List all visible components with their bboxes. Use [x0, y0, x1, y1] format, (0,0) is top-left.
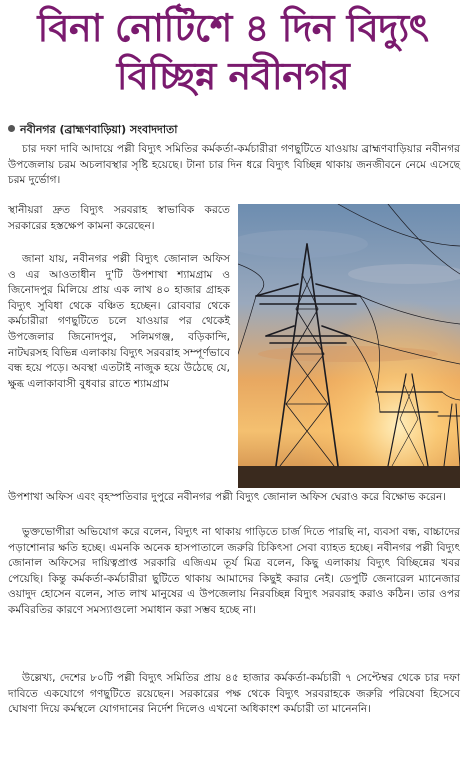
headline-line-2: বিচ্ছিন্ন নবীনগর — [116, 54, 350, 98]
bullet-icon — [8, 125, 15, 132]
paragraph-details: জানা যায়, নবীনগর পল্লী বিদ্যুৎ জোনাল অফিস ও এর আওতাধীন দু'টি উপশাখা শ্যামগ্রাম ও জিনোদপুর মিলিয়ে প্রায় এক লাখ ৪০ হাজার গ্রাহক বিদ্যুৎ সুবিধা থেকে বঞ্চিত হচ্ছেন। রোববার থেকে কর্মচারীরা গণছুটিতে চলে যাওয়ার পর থেকেই উপজেলার জিনোদপুর, সলিমগঞ্জ, বড়িকান্দি, নাটঘরসহ বিভিন্ন এলাকায় বিদ্যুৎ সরবরাহ সম্পূর্ণভাবে বন্ধ হয়ে পড়ে। অবস্থা এতটাই নাজুক হয়ে উঠেছে যে, ক্ষুব্ধ এলাকাবাসী বুধবার রাতে শ্যামগ্রাম — [8, 253, 230, 390]
byline — [8, 121, 177, 140]
headline-line-1: বিনা নোটিশে ৪ দিন বিদ্যুৎ — [37, 6, 429, 50]
paragraph-details-continued: উপশাখা অফিস এবং বৃহস্পতিবার দুপুরে নবীনগর পল্লী বিদ্যুৎ জোনাল অফিস ঘেরাও করে বিক্ষোভ করেন। — [8, 491, 447, 503]
power-tower-photo — [238, 204, 460, 488]
paragraph-victims-complaint: ভুক্তভোগীরা অভিযোগ করে বলেন, বিদ্যুৎ না থাকায় গাড়িতে চার্জ দিতে পারছি না, ব্যবসা বন্ধ, বাচ্চাদের পড়াশোনার ক্ষতি হচ্ছে। এমনকি অনেক হাসপাতালে জরুরি চিকিৎসা সেবা ব্যাহত হচ্ছে। নবীনগর পল্লী বিদ্যুৎ জোনাল অফিসের দায়িত্বপ্রাপ্ত সরকারি এজিএম তূর্য মিত্র বলেন, কিছু এলাকায় বিদ্যুৎ বিচ্ছিন্নের খবর পেয়েছি। কিন্তু কর্মকর্তা-কর্মচারীরা ছুটিতে থাকায় আমাদের কিছুই করার নেই। ডেপুটি জেনারেল ম্যানেজার ওয়াদুদ হোসেন বলেন, সাত লাখ মানুষের এ উপজেলায় নিরবচ্ছিন্ন বিদ্যুৎ সরবরাহ করাও কঠিন। তার ওপর কর্মবিরতির কারণে সমস্যাগুলো সমাধান করা সম্ভব হচ্ছে না। — [8, 526, 460, 616]
headline — [6, 4, 460, 100]
byline-text: নবীনগর (ব্রাহ্মণবাড়িয়া) সংবাদদাতা — [20, 123, 178, 136]
paragraph-intro: চার দফা দাবি আদায়ে পল্লী বিদ্যুৎ সমিতির কর্মকর্তা-কর্মচারীরা গণছুটিতে যাওয়ায় ব্রাহ্মণবাড়িয়ার নবীনগর উপজেলায় চরম অচলাবস্থার সৃষ্টি হয়েছে। টানা চার দিন ধরে বিদ্যুৎ বিচ্ছিন্ন থাকায় জনজীবনে নেমে এসেছে চরম দুর্ভোগ। — [8, 143, 460, 187]
paragraph-locals-demand: স্থানীয়রা দ্রুত বিদ্যুৎ সরবরাহ স্বাভাবিক করতে সরকারের হস্তক্ষেপ কামনা করেছেন। — [8, 204, 230, 232]
paragraph-background: উল্লেখ্য, দেশের ৮০টি পল্লী বিদ্যুৎ সমিতির প্রায় ৪৫ হাজার কর্মকর্তা-কর্মচারী ৭ সেপ্টেম্বর থেকে চার দফা দাবিতে একযোগে গণছুটিতে রয়েছেন। সরকারের পক্ষ থেকে বিদ্যুৎ সরবরাহকে জরুরি পরিষেবা হিসেবে ঘোষণা দিয়ে কর্মস্থলে যোগদানের নির্দেশ দিলেও এখনো অধিকাংশ কর্মচারী তা মানেননি। — [8, 672, 460, 716]
